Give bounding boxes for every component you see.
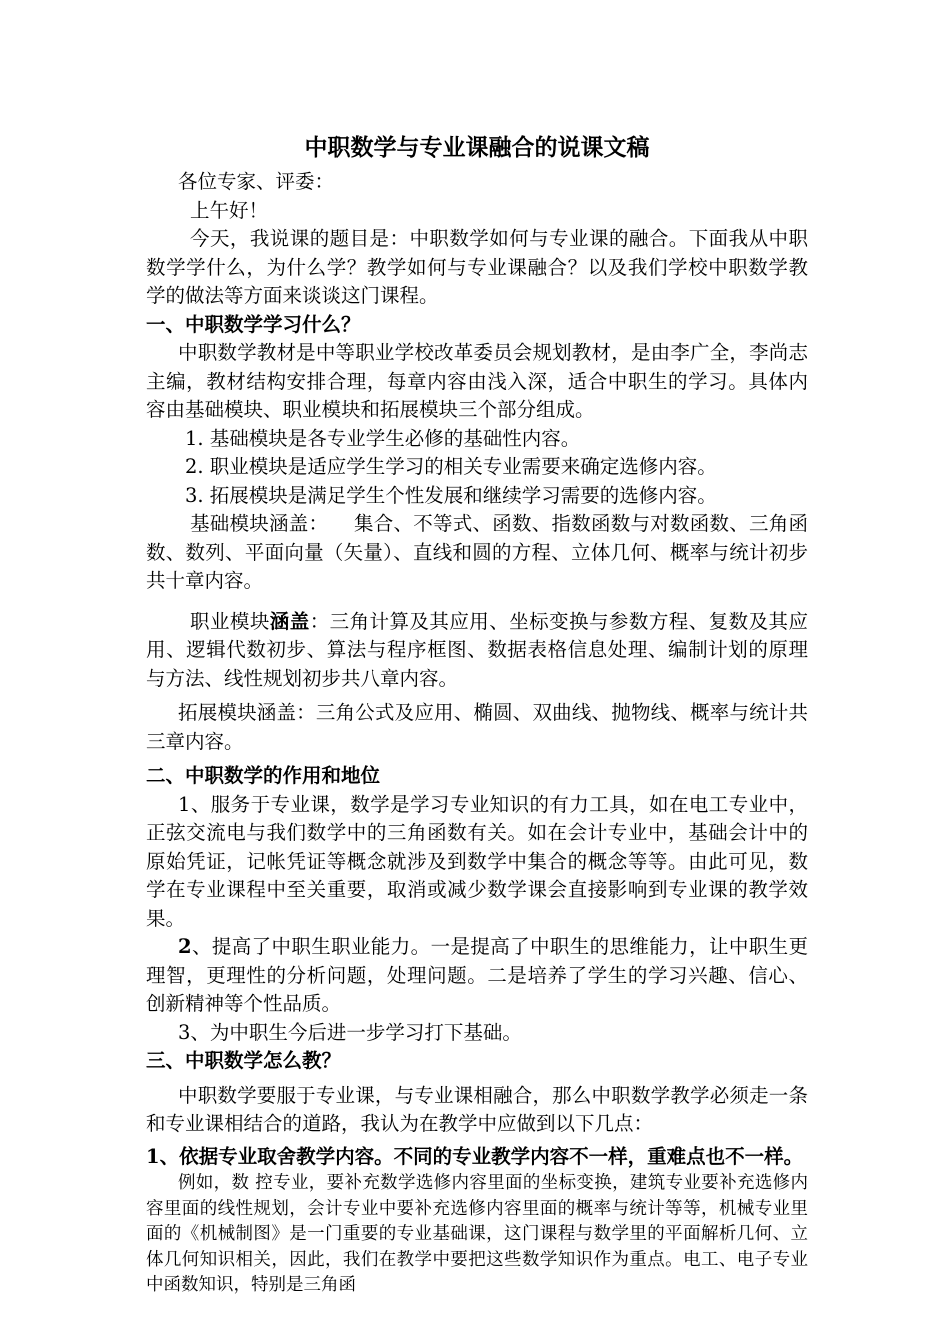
section-3-paragraph: 中职数学要服于专业课，与专业课相融合，那么中职数学教学必须走一条和专业课相结合的道路，我认为在教学中应做到以下几点： [146, 1083, 808, 1135]
section-heading-1: 一、中职数学学习什么？ [146, 312, 361, 336]
career-rest: ：三角计算及其应用、坐标变换与参数方程、复数及其应用、逻辑代数初步、算法与程序框图、数据表格信息处理、编制计划的原理与方法、线性规划初步共八章内容。 [146, 609, 808, 690]
section-heading-3: 三、中职数学怎么教？ [146, 1049, 342, 1072]
document-page [146, 130, 808, 1299]
career-bold: 涵盖 [269, 609, 310, 633]
greeting: 各位专家、评委： [178, 170, 335, 193]
basic-module-paragraph: 基础模块涵盖： 集合、不等式、函数、指数函数与对数函数、三角函数、数列、平面向量（矢量）、直线和圆的方程、立体几何、概率与统计初步共十章内容。 [146, 512, 808, 592]
greeting-2: 上午好！ [190, 198, 269, 222]
point-2-text: 、提高了中职生职业能力。一是提高了中职生的思维能力，让中职生更理智，更理性的分析问题，处理问题。二是培养了学生的学习兴趣、信心、创新精神等个性品质。 [146, 935, 808, 1015]
list-item: 1. 基础模块是各专业学生必修的基础性内容。 [185, 426, 581, 450]
section-2-point-2 [146, 933, 808, 1019]
intro-paragraph: 今天，我说课的题目是：中职数学如何与专业课的融合。下面我从中职数学学什么，为什么学？教学如何与专业课融合？以及我们学校中职数学教学的做法等方面来谈谈这门课程。 [146, 227, 808, 307]
document-title: 中职数学与专业课融合的说课文稿 [304, 134, 650, 161]
career-label: 职业模块 [190, 609, 270, 633]
section-heading-2: 二、中职数学的作用和地位 [146, 764, 381, 787]
list-item: 3. 拓展模块是满足学生个性发展和继续学习需要的选修内容。 [185, 483, 717, 507]
point-2-number: 2 [178, 935, 192, 958]
extend-module-paragraph: 拓展模块涵盖：三角公式及应用、椭圆、双曲线、抛物线、概率与统计共三章内容。 [146, 701, 808, 753]
subheading-3-1: 1、依据专业取舍教学内容。不同的专业教学内容不一样，重难点也不一样。 [146, 1144, 804, 1168]
section-1-paragraph: 中职数学教材是中等职业学校改革委员会规划教材，是由李广全，李尚志主编，教材结构安排合理，每章内容由浅入深，适合中职生的学习。具体内容由基础模块、职业模块和拓展模块三个部分组成。 [146, 341, 808, 421]
list-item: 2. 职业模块是适应学生学习的相关专业需要来确定选修内容。 [185, 455, 717, 478]
career-module-paragraph [146, 608, 808, 694]
section-2-point-1: 1、服务于专业课，数学是学习专业知识的有力工具，如在电工专业中，正弦交流电与我们数学中的三角函数有关。如在会计专业中，基础会计中的原始凭证，记帐凭证等概念就涉及到数学中集合的概念等等。由此可见，数学在专业课程中至关重要，取消或减少数学课会直接影响到专业课的教学效果。 [146, 792, 808, 930]
section-3-1-paragraph: 例如，数 控专业，要补充数学选修内容里面的坐标变换，建筑专业要补充选修内容里面的线性规划，会计专业中要补充选修内容里面的概率与统计等等，机械专业里面的《机械制图》是一门重要的专业基础课，这门课程与数学里的平面解析几何、立体几何知识相关，因此，我们在教学中要把这些数学知识作为重点。电工、电子专业中函数知识，特别是三角函 [146, 1173, 808, 1295]
section-2-point-3: 3、为中职生今后进一步学习打下基础。 [178, 1020, 522, 1044]
